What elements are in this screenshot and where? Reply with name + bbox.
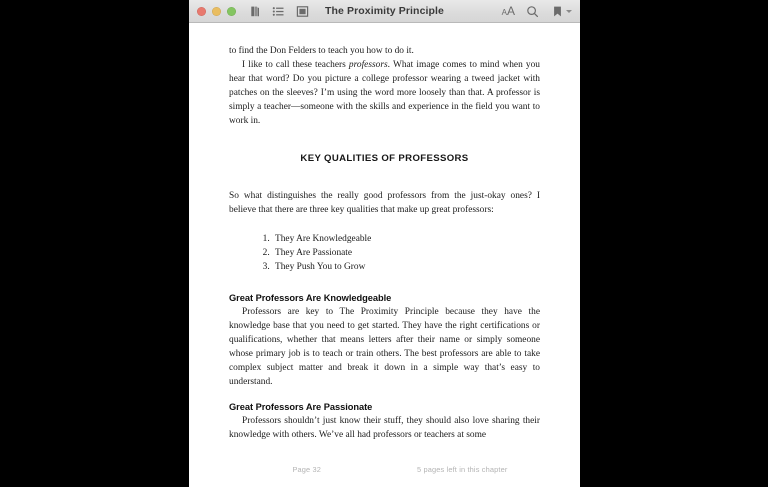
page-number-label: Page 32 — [292, 465, 322, 474]
paragraph-text-pre: I like to call these teachers — [242, 60, 349, 70]
minimize-window-button[interactable] — [212, 7, 221, 16]
paragraph-continued: to find the Don Felders to teach you how to do it. — [229, 46, 414, 56]
library-icon[interactable] — [247, 4, 262, 19]
list-item: 2. They Are Passionate — [272, 246, 540, 260]
window-title: The Proximity Principle — [325, 5, 444, 17]
page-footer — [229, 465, 540, 474]
paragraph-professors-intro — [229, 58, 540, 128]
book-page[interactable] — [189, 23, 580, 487]
view-layout-icon[interactable] — [295, 4, 310, 19]
paragraph-distinguishes: So what distinguishes the really good professors from the just-okay ones? I believe that there are three key qualities that make up great professors: — [229, 191, 540, 215]
maximize-window-button[interactable] — [227, 7, 236, 16]
italic-term-professors: professors — [348, 60, 388, 70]
search-icon[interactable] — [525, 4, 540, 19]
paragraph-text-post: . What image comes to mind when you hear that word? Do you picture a college professor wearing a tweed jacket with patches on the sleeves? I’m using the word more loosely than that. A professor is simply a teacher—someone with the skills and experience in the field you want to work in. — [229, 60, 540, 126]
chevron-down-icon[interactable] — [566, 10, 572, 13]
heading-spacer-bottom — [229, 164, 540, 189]
subheading-passionate: Great Professors Are Passionate — [229, 402, 373, 412]
window-controls — [189, 7, 236, 16]
close-window-button[interactable] — [197, 7, 206, 16]
ebook-reader-window — [189, 0, 580, 487]
list-spacer-top — [229, 217, 540, 232]
bookmark-icon[interactable] — [550, 4, 565, 19]
font-size-icon[interactable]: A A — [501, 4, 515, 18]
table-of-contents-icon[interactable] — [271, 4, 286, 19]
qualities-list — [272, 232, 540, 274]
window-titlebar — [189, 0, 580, 23]
pages-remaining-label: 5 pages left in this chapter — [417, 465, 508, 474]
subheading-knowledgeable: Great Professors Are Knowledgeable — [229, 293, 392, 303]
subheading-spacer-1 — [229, 274, 540, 291]
bookmark-menu[interactable] — [550, 4, 572, 19]
subheading-spacer-2 — [229, 389, 540, 400]
toolbar-left-group — [236, 4, 310, 19]
section-heading-key-qualities: KEY QUALITIES OF PROFESSORS — [300, 153, 469, 164]
list-item: 1. They Are Knowledgeable — [272, 232, 540, 246]
paragraph-passionate: Professors shouldn’t just know their stuff, they should also love sharing their knowledge with others. We’ve all had professors or teachers at some — [229, 416, 540, 440]
page-content — [229, 44, 540, 442]
toolbar-right-group — [502, 4, 572, 19]
heading-spacer-top — [229, 128, 540, 153]
list-item: 3. They Push You to Grow — [272, 260, 540, 274]
paragraph-knowledgeable: Professors are key to The Proximity Principle because they have the knowledge base that you need to get started. They have the right certifications or qualifications, whether that means letters after their name or simply someone whose primary job is to teach or train others. The best professors are able to take complex subject matter and break it down in a simple way that’s easy to understand. — [229, 307, 540, 387]
